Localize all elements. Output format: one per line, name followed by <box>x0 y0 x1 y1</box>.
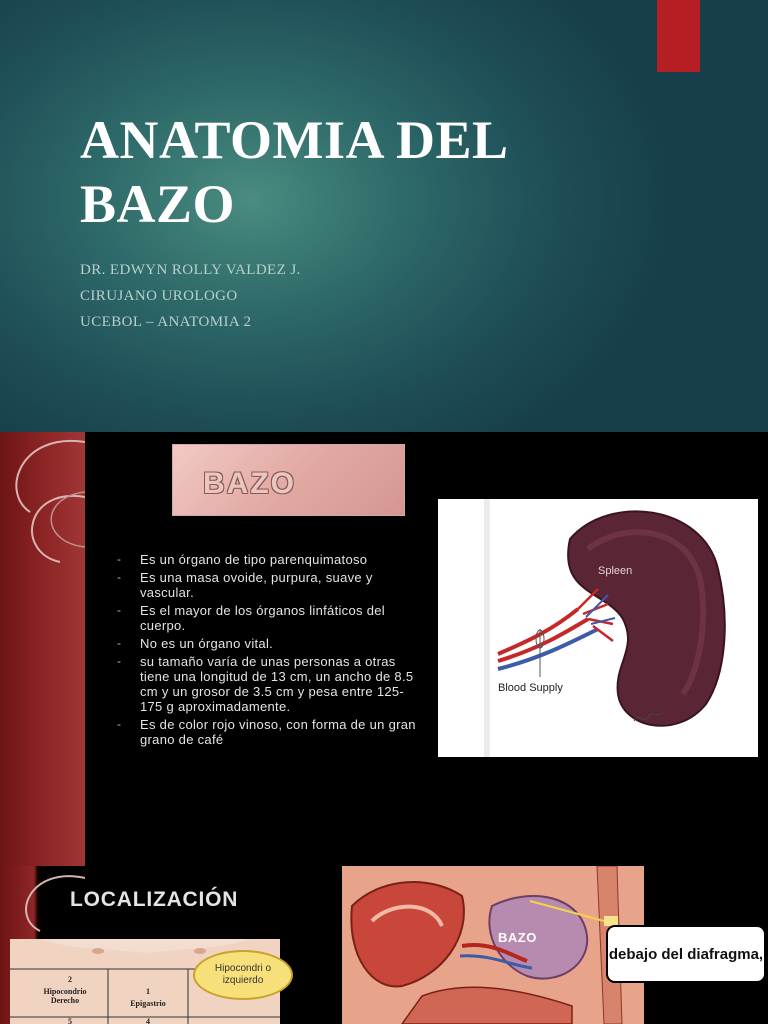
bullet-item: - Es una masa ovoide, purpura, suave y vascular. <box>115 570 425 600</box>
bullet-item: - Es el mayor de los órganos linfáticos del cuerpo. <box>115 603 425 633</box>
region-name: Epigastrio <box>130 999 166 1008</box>
bullet-item: - Es un órgano de tipo parenquimatoso <box>115 552 425 567</box>
localizacion-slide <box>0 866 768 1024</box>
author-name: DR. EDWYN ROLLY VALDEZ J. <box>80 262 301 278</box>
region-number: 4 <box>146 1017 150 1024</box>
decorative-side-panel <box>0 432 85 866</box>
note-text: debajo del diafragma, <box>608 945 764 963</box>
red-accent-tab <box>657 0 700 72</box>
diafragma-note-box <box>606 925 766 983</box>
author-role: CIRUJANO UROLOGO <box>80 288 238 304</box>
spleen-illustration <box>438 499 758 757</box>
bullet-item: - No es un órgano vital. <box>115 636 425 651</box>
bullet-item: - Es de color rojo vinoso, con forma de un gran grano de café <box>115 717 425 747</box>
bullet-list <box>115 552 425 750</box>
callout-text: Hipocondri o izquierdo <box>214 963 272 986</box>
course-name: UCEBOL – ANATOMIA 2 <box>80 314 252 330</box>
blood-supply-label: Blood Supply <box>498 682 563 694</box>
spleen-label: Spleen <box>598 565 633 577</box>
heading-text: LOCALIZACIÓN <box>70 888 239 911</box>
region-number: 1 <box>146 987 150 996</box>
bazo-slide <box>0 432 768 866</box>
anatomy-illustration <box>342 866 644 1024</box>
region-number: 5 <box>68 1017 72 1024</box>
heading-box <box>172 444 405 516</box>
bullet-item: - su tamaño varía de unas personas a otras tiene una longitud de 13 cm, un ancho de 8.5 cm y un grosor de 3.5 cm y pesa entre 125-175 g aproximadamente. <box>115 654 425 714</box>
region-number: 2 <box>68 975 72 984</box>
heading-text: BAZO <box>203 467 296 500</box>
region-name: Hipocondrio Derecho <box>43 987 87 1005</box>
bazo-label: BAZO <box>498 930 537 945</box>
hipocondrio-callout <box>193 950 293 1000</box>
title-slide <box>0 0 768 432</box>
slide-title: ANATOMIA DEL BAZO <box>80 110 506 234</box>
